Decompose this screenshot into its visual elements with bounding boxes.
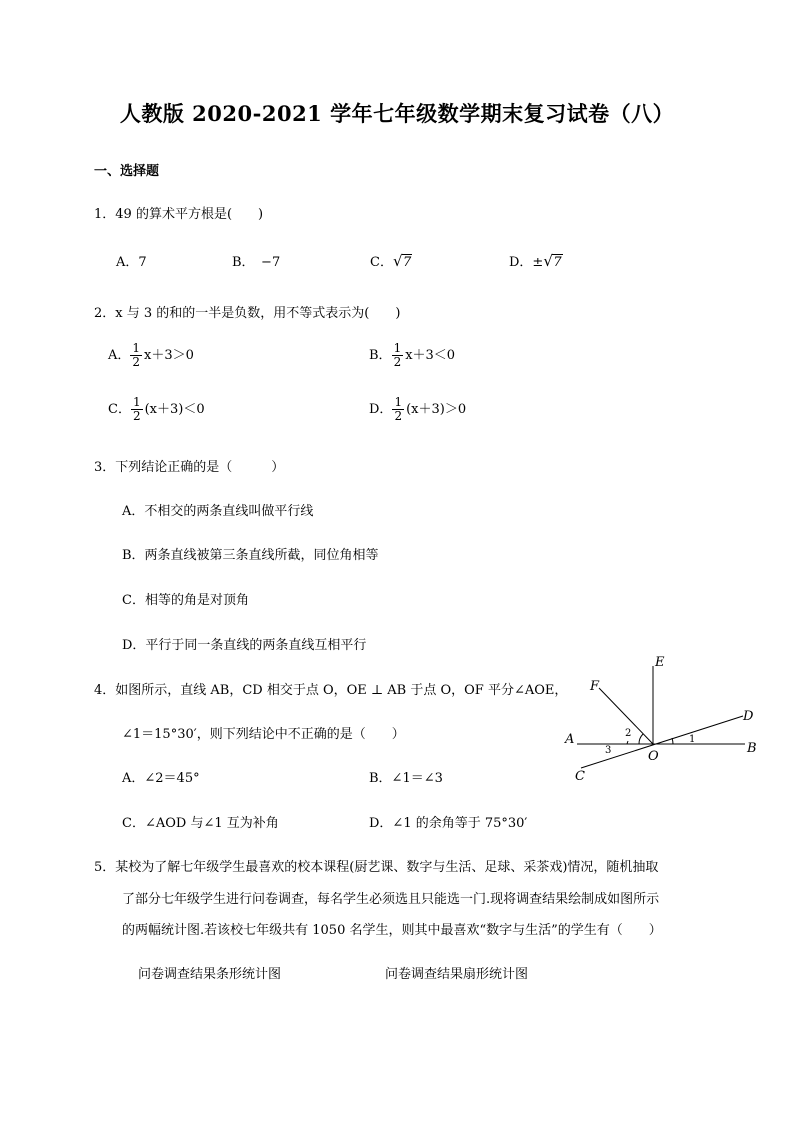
- question-5-line3: 的两幅统计图.若该校七年级共有 1050 名学生，则其中最喜欢“数字与生活”的学生有（ ）: [122, 923, 662, 938]
- pie-chart-caption: 问卷调查结果扇形统计图: [385, 967, 529, 982]
- option-expression: (x＋3)＞0: [406, 402, 467, 417]
- option-label: A．: [108, 348, 131, 363]
- point-b-label: B: [747, 741, 757, 756]
- point-o-label: O: [648, 749, 659, 764]
- question-1-option-b: B． −7: [232, 255, 281, 270]
- question-1-stem: 1．49 的算术平方根是( ): [94, 207, 264, 222]
- question-4-option-d: D．∠1 的余角等于 75°30′: [369, 816, 528, 831]
- option-expression: x＋3＜0: [405, 348, 456, 363]
- fraction-denominator: 2: [132, 355, 141, 369]
- question-1-option-d: [509, 251, 563, 270]
- page-title: 人教版 2020-2021 学年七年级数学期末复习试卷（八）: [119, 101, 675, 126]
- question-4-figure: [555, 650, 770, 790]
- question-3-option-c: C．相等的角是对顶角: [122, 593, 249, 608]
- question-1-option-d-label: D．±: [509, 255, 544, 270]
- fraction-numerator: 1: [394, 395, 403, 409]
- question-4-option-b: B．∠1＝∠3: [369, 771, 443, 786]
- question-4-stem-line2: ∠1＝15°30′，则下列结论中不正确的是（ ）: [122, 727, 405, 742]
- fraction: [130, 342, 142, 369]
- point-a-label: A: [565, 732, 575, 747]
- question-1-option-c-radicand: 7: [402, 255, 412, 270]
- question-1-option-c-label: C．: [370, 255, 393, 270]
- bar-chart-caption: 问卷调查结果条形统计图: [138, 967, 282, 982]
- fraction-numerator: 1: [132, 341, 141, 355]
- question-2-option-c: [108, 396, 205, 423]
- section-heading: 一、选择题: [94, 164, 160, 179]
- angle-2-label: 2: [625, 728, 632, 739]
- angle-1-label: 1: [689, 734, 696, 745]
- question-1-option-a: A．7: [116, 255, 147, 270]
- question-2-option-b: [369, 342, 455, 369]
- question-4-option-a: A．∠2＝45°: [122, 771, 200, 786]
- question-3-option-d: D．平行于同一条直线的两条直线互相平行: [122, 638, 367, 653]
- question-5-line2: 了部分七年级学生进行问卷调查，每名学生必须选且只能选一门.现将调查结果绘制成如图所示: [122, 892, 660, 907]
- angle-2-arc: [639, 734, 643, 744]
- option-label: D．: [369, 402, 393, 417]
- fraction: [392, 396, 404, 423]
- fraction-numerator: 1: [393, 341, 402, 355]
- sqrt-icon: √ 7: [392, 252, 412, 270]
- question-3-option-a: A．不相交的两条直线叫做平行线: [122, 504, 314, 519]
- fraction: [131, 396, 143, 423]
- question-2-option-d: [369, 396, 466, 423]
- point-d-label: D: [743, 709, 754, 724]
- question-1-option-c: [370, 251, 412, 270]
- option-expression: x＋3＞0: [144, 348, 194, 363]
- question-4-option-c: C．∠AOD 与∠1 互为补角: [122, 816, 279, 831]
- sqrt-icon: √ 7: [543, 252, 562, 270]
- fraction-denominator: 2: [132, 409, 141, 423]
- angle-3-label: 3: [605, 745, 612, 756]
- question-1-option-d-radicand: 7: [553, 255, 562, 270]
- question-2-option-a: [108, 342, 194, 369]
- point-c-label: C: [575, 769, 585, 784]
- question-4-stem-line1: 4．如图所示，直线 AB，CD 相交于点 O，OE ⊥ AB 于点 O，OF 平分∠AOE，: [94, 683, 568, 698]
- fraction-numerator: 1: [132, 395, 141, 409]
- question-3-stem: 3．下列结论正确的是（ ）: [94, 460, 285, 475]
- fraction-denominator: 2: [393, 355, 402, 369]
- fraction-denominator: 2: [394, 409, 403, 423]
- point-e-label: E: [655, 655, 665, 670]
- question-2-stem: 2．x 与 3 的和的一半是负数，用不等式表示为( ): [94, 306, 401, 321]
- option-label: C．: [108, 402, 131, 417]
- option-label: B．: [369, 348, 392, 363]
- question-5-line1: 5．某校为了解七年级学生最喜欢的校本课程(厨艺课、数字与生活、足球、采茶戏)情况，随机抽取: [94, 860, 659, 875]
- point-f-label: F: [590, 679, 600, 694]
- question-3-option-b: B．两条直线被第三条直线所截，同位角相等: [122, 548, 379, 563]
- option-expression: (x＋3)＜0: [144, 402, 205, 417]
- fraction: [392, 342, 404, 369]
- line-cd: [581, 716, 743, 768]
